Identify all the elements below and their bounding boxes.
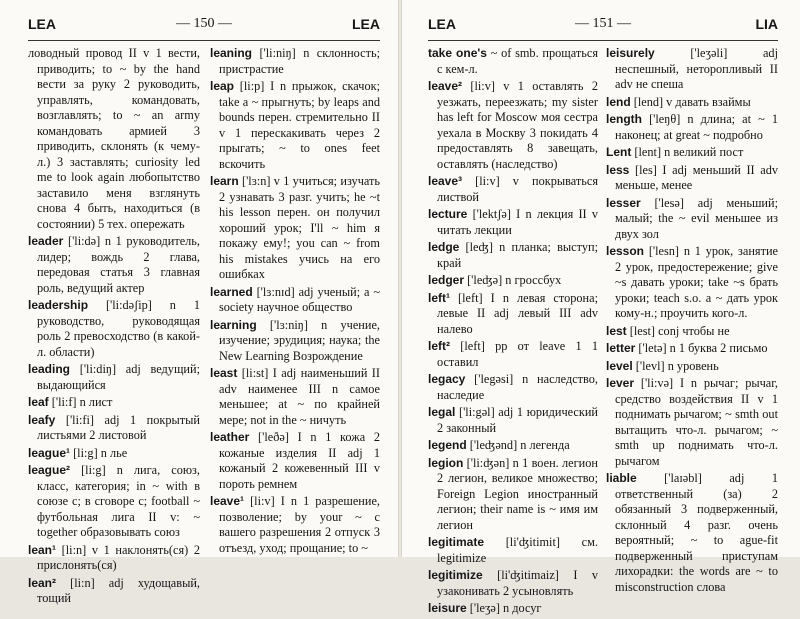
- left-page-header: [28, 16, 380, 38]
- dictionary-entry: [428, 207, 598, 238]
- entry-headword: lean¹: [28, 542, 57, 557]
- entry-headword: length: [606, 112, 642, 126]
- entry-definition: [left] pp от leave 1 1 оставил: [437, 339, 598, 369]
- right-column-1: [428, 46, 598, 619]
- dictionary-entry: [28, 463, 200, 541]
- entry-headword: lever: [606, 376, 635, 390]
- left-guide-word-right: LEA: [352, 16, 380, 32]
- dictionary-entry: [606, 244, 778, 322]
- dictionary-entry: [28, 543, 200, 574]
- entry-definition: ~ of smb. прощаться с кем-л.: [437, 46, 598, 76]
- dictionary-entry: [428, 174, 598, 205]
- entry-definition: ловодный провод II v 1 вести, приводить; to ~ by the hand вести за руку 2 руководить, управлять, командовать, возглавлять; to ~ an army командовать армией 3 приводить, склонять (к чему-л.) 3 заставлять; curiosity led me to look again любопытство заставило меня взглянуть снова 4 быть, находиться (в состоянии) 5 тех. опережать: [28, 46, 200, 231]
- entry-definition: [li:v] v 1 оставлять 2 уезжать, переезжать; my sister has left for Moscow моя сестра уехала в Москву 3 покидать 4 предоставлять 8 завещать, оставлять (наследство): [437, 79, 598, 171]
- dictionary-entry: [428, 601, 598, 617]
- dictionary-entry: [210, 366, 380, 428]
- entry-headword: league²: [28, 463, 71, 477]
- entry-headword: leisurely: [606, 46, 655, 60]
- entry-definition: ['leʒə] n досуг: [466, 601, 542, 615]
- left-column-2: [210, 46, 380, 558]
- entry-headword: learn: [210, 174, 239, 188]
- dictionary-entry: [28, 576, 200, 607]
- entry-headword: lesser: [606, 195, 641, 210]
- entry-definition: [li'ʤitimit] см. legitimize: [437, 535, 598, 565]
- entry-definition: [li:p] I n прыжок, скачок; take a ~ прыгнуть; by leaps and bounds перен. стремительно II v 1 перескакивать через 2 прыгать; ~ to ones feet вскочить: [219, 79, 380, 171]
- entry-headword: legitimize: [428, 568, 483, 582]
- entry-definition: ['leŋθ] n длина; at ~ 1 наконец; at great ~ подробно: [615, 112, 778, 142]
- dictionary-entry: [28, 413, 200, 444]
- entry-headword: leaf: [28, 395, 49, 409]
- entry-definition: ['leʤənd] n легенда: [466, 438, 570, 452]
- dictionary-entry: [606, 46, 778, 93]
- left-header-rule: [28, 40, 380, 41]
- entry-definition: ['levl] n уровень: [632, 358, 719, 373]
- left-page: [0, 0, 398, 605]
- entry-definition: ['lektʃə] I n лекция II v читать лекции: [437, 207, 598, 237]
- entry-definition: ['li:də] n 1 руководитель, лидер; вождь 2 глава, передовая статья 3 главная роль, ведущий актер: [37, 234, 200, 295]
- entry-definition: ['letə] n 1 буква 2 письмо: [635, 341, 768, 355]
- dictionary-entry: [606, 471, 778, 595]
- right-page-number: — 151 —: [575, 16, 631, 31]
- entry-headword: learning: [210, 317, 257, 332]
- entry-headword: level: [606, 358, 633, 373]
- dictionary-entry: [428, 535, 598, 566]
- entry-definition: ['li:gəl] adj 1 юридический 2 законный: [437, 405, 598, 435]
- entry-definition: [li:n] adj худощавый, тощий: [37, 575, 200, 605]
- dictionary-entry: [28, 362, 200, 393]
- entry-headword: lecture: [428, 207, 468, 221]
- entry-definition: ['leʤə] n гроссбух: [464, 273, 562, 287]
- entry-headword: lean²: [28, 575, 57, 590]
- entry-headword: league¹: [28, 445, 71, 460]
- entry-headword: leave²: [428, 79, 463, 93]
- entry-headword: leisure: [428, 601, 467, 615]
- entry-definition: [li:n] v 1 наклонять(ся) 2 прислонять(ся): [37, 542, 200, 572]
- entry-headword: left²: [428, 339, 450, 353]
- entry-definition: ['legəsi] n наследство, наследие: [437, 372, 598, 402]
- entry-headword: Lent: [606, 145, 632, 159]
- left-column-1: [28, 46, 200, 609]
- entry-definition: ['li:fi] adj 1 покрытый листьями 2 листовой: [37, 412, 200, 442]
- entry-headword: legitimate: [428, 535, 485, 549]
- entry-headword: lest: [606, 323, 627, 338]
- entry-definition: [lest] conj чтобы не: [626, 323, 730, 338]
- dictionary-entry: [28, 298, 200, 360]
- entry-headword: left¹: [428, 290, 450, 305]
- entry-definition: ['lɜ:n] v 1 учиться; изучать 2 узнавать 3 разг. учить; he ~t his lesson перен. он получил хороший урок; I'll ~ him я покажу ему!; you can ~ from his mistakes учись на его ошибках: [219, 174, 380, 281]
- entry-headword: least: [210, 366, 238, 380]
- entry-definition: [leʤ] n планка; выступ; край: [437, 240, 598, 270]
- entry-headword: lend: [606, 94, 631, 109]
- entry-definition: [left] I n левая сторона; левые II adj левый III adv налево: [437, 290, 598, 336]
- dictionary-entry: [428, 456, 598, 534]
- dictionary-entry: [428, 291, 598, 338]
- right-guide-word-right: LIA: [755, 16, 778, 32]
- entry-headword: leave³: [428, 174, 463, 188]
- dictionary-entry: [210, 174, 380, 283]
- entry-headword: less: [606, 162, 630, 177]
- entry-definition: [li:v] I n 1 разрешение, позволение; by your ~ с вашего разрешения 2 отпуск 3 отъезд, уход; прощание; to ~: [219, 494, 380, 555]
- right-page-header: [428, 16, 778, 38]
- entry-headword: learned: [210, 284, 253, 299]
- entry-definition: ['li:f] n лист: [48, 395, 113, 409]
- dictionary-entry: [606, 196, 778, 243]
- entry-headword: legacy: [428, 372, 466, 386]
- left-guide-word: LEA: [28, 16, 56, 32]
- entry-headword: letter: [606, 341, 636, 355]
- dictionary-entry: [28, 446, 200, 462]
- entry-definition: [les] I adj меньший II adv меньше, менее: [615, 162, 778, 192]
- entry-headword: lesson: [606, 244, 645, 258]
- dictionary-entry: [28, 234, 200, 296]
- dictionary-entry: [428, 339, 598, 370]
- entry-definition: ['li:dəʃip] n 1 руководство, руководящая роль 2 превосходство (в какой-л. области): [37, 298, 200, 359]
- dictionary-entry: [606, 112, 778, 143]
- dictionary-entry: [606, 163, 778, 194]
- entry-definition: ['li:diŋ] adj ведущий; выдающийся: [37, 362, 200, 392]
- dictionary-entry: [606, 376, 778, 469]
- entry-definition: ['lɜ:nɪd] adj ученый; a ~ society научное общество: [219, 284, 380, 314]
- entry-headword: ledge: [428, 240, 460, 254]
- entry-definition: ['li:niŋ] n склонность; пристрастие: [219, 46, 380, 76]
- entry-headword: leader: [28, 234, 64, 248]
- entry-headword: ledger: [428, 273, 465, 287]
- entry-definition: [li:g] n лига, союз, класс, категория; in ~ with в союзе с; в сговоре с; football ~ футбольная лига II v: ~ together образовывать союз: [37, 463, 200, 539]
- dictionary-entry: [606, 95, 778, 111]
- entry-headword: take one's: [428, 46, 487, 60]
- entry-definition: ['li:və] I n рычаг; рычаг, средство воздействия II v 1 поднимать рычагом; ~ smth out вытащить что-л. рычагом; ~ smth up поднимать что-л. рычагом: [615, 376, 778, 468]
- right-header-rule: [428, 40, 778, 41]
- dictionary-entry: [210, 318, 380, 365]
- entry-definition: [lent] n великий пост: [631, 145, 744, 159]
- dictionary-entry: [428, 240, 598, 271]
- dictionary-entry: [210, 46, 380, 77]
- entry-headword: leap: [210, 79, 235, 93]
- dictionary-entry: [428, 568, 598, 599]
- entry-definition: ['laɪəbl] adj 1 ответственный (за) 2 обязанный 3 подверженный, склонный 4 разг. очень вероятный; ~ to ague-fit подверженный приступам лихорадки: the words are ~ to misconstruction слова: [615, 471, 778, 594]
- entry-headword: liable: [606, 471, 637, 485]
- dictionary-entry: [210, 430, 380, 492]
- dictionary-entry: [210, 494, 380, 556]
- dictionary-entry: [428, 405, 598, 436]
- entry-definition: [li:g] n лье: [70, 445, 128, 460]
- entry-definition: [li'ʤitimaiz] I v узаконивать 2 усыновлять: [437, 568, 598, 598]
- entry-headword: legal: [428, 405, 456, 419]
- dictionary-entry: [210, 285, 380, 316]
- dictionary-entry: [210, 79, 380, 172]
- left-page-number: — 150 —: [176, 16, 232, 31]
- entry-definition: [li:v] v покрываться листвой: [437, 174, 598, 204]
- dictionary-entry: [606, 341, 778, 357]
- dictionary-entry: [428, 79, 598, 172]
- dictionary-entry: [606, 359, 778, 375]
- entry-headword: leafy: [28, 412, 56, 427]
- entry-headword: legend: [428, 438, 467, 452]
- dictionary-entry: [606, 145, 778, 161]
- entry-definition: ['leðə] I n 1 кожа 2 кожаные изделия II adj 1 кожаный 2 кожевенный III v пороть ремнем: [219, 430, 380, 491]
- dictionary-entry: [28, 46, 200, 232]
- dictionary-entry: [428, 438, 598, 454]
- entry-headword: leaning: [210, 46, 253, 60]
- entry-definition: ['lɜ:niŋ] n учение, изучение; эрудиция; наука; the New Learning Возрождение: [219, 317, 380, 363]
- entry-headword: legion: [428, 455, 464, 470]
- dictionary-entry: [606, 324, 778, 340]
- entry-definition: ['lesə] adj меньший; малый; the ~ evil меньшее из двух зол: [615, 195, 778, 241]
- entry-headword: leave¹: [210, 494, 245, 508]
- dictionary-entry: [428, 273, 598, 289]
- entry-definition: [li:st] I adj наименьший II adv наименее III n самое меньшее; at ~ по крайней мере; not in the ~ ничуть: [219, 366, 380, 427]
- entry-definition: ['li:ʤən] n 1 воен. легион 2 легион, великое множество; Foreign Legion иностранный легион; their name is ~ имя им легион: [437, 455, 598, 532]
- right-page: [402, 0, 800, 615]
- dictionary-entry: [428, 372, 598, 403]
- entry-definition: [lend] v давать взаймы: [630, 94, 751, 109]
- entry-definition: ['leʒəli] adj неспешный, неторопливый II adv не спеша: [615, 46, 778, 91]
- dictionary-entry: [28, 395, 200, 411]
- entry-definition: ['lesn] n 1 урок, занятие 2 урок, предостережение; give ~s давать уроки; take ~s брать уроки; teach s.o. a ~ дать урок кому-н.; проучить кого-л.: [615, 244, 778, 320]
- right-column-2: [606, 46, 778, 597]
- right-guide-word: LEA: [428, 16, 456, 32]
- entry-headword: leading: [28, 362, 71, 376]
- dictionary-entry: [428, 46, 598, 77]
- entry-headword: leather: [210, 430, 250, 444]
- entry-headword: leadership: [28, 298, 89, 312]
